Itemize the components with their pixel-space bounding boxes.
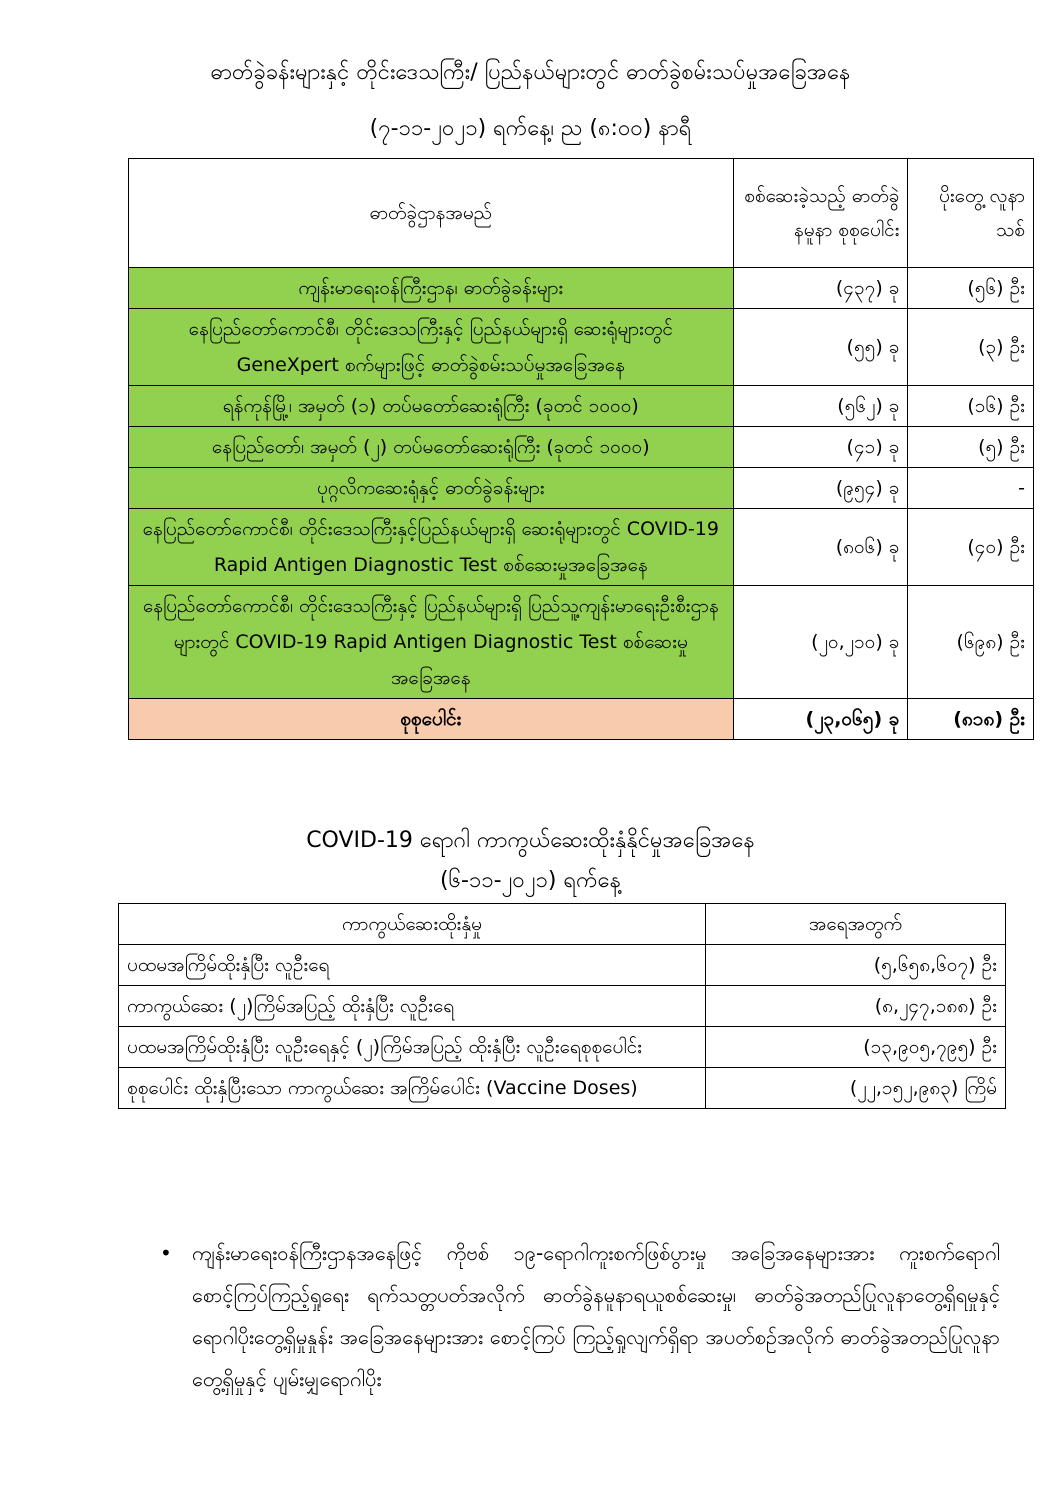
lab-name: နေပြည်တော်ကောင်စီ၊ တိုင်းဒေသကြီးနှင့် ပြည်နယ်များရှိ ပြည်သူ့ကျန်းမာရေးဦးစီးဌာနများတွင် COVID-19 Rapid Antigen Diagnostic Test စစ်ဆေးမှုအခြေအနေ: [129, 586, 734, 699]
table-row: [129, 586, 1034, 699]
bullet-icon: •: [160, 1241, 172, 1265]
table-row: [129, 509, 1034, 586]
note-text: ကျန်းမာရေးဝန်ကြီးဌာနအနေဖြင့် ကိုဗစ် ၁၉-ရောဂါကူးစက်ဖြစ်ပွားမှု အခြေအနေများအား ကူးစက်ရောဂါစောင့်ကြပ်ကြည့်ရှုရေး ရက်သတ္တပတ်အလိုက် ဓာတ်ခွဲနမူနာရယူစစ်ဆေးမှု၊ ဓာတ်ခွဲအတည်ပြုလူနာတွေ့ရှိရမှုနှင့် ရောဂါပိုးတွေ့ရှိမှုနှုန်း အခြေအနေများအား စောင့်ကြပ် ကြည့်ရှုလျက်ရှိရာ အပတ်စဉ်အလိုက် ဓာတ်ခွဲအတည်ပြုလူနာတွေ့ရှိမှုနှင့် ပျမ်းမျှရောဂါပိုး: [192, 1241, 1000, 1391]
table-header-row: [119, 904, 1006, 945]
positive-count: (၅၆) ဦး: [908, 268, 1034, 309]
tested-count: (၄၁) ခု: [733, 427, 908, 468]
tested-count: (၅၅) ခု: [733, 309, 908, 386]
table-row: [129, 468, 1034, 509]
vaccine-title: COVID-19 ရောဂါ ကာကွယ်ဆေးထိုးနှံနိုင်မှုအခြေအနေ: [306, 828, 755, 853]
tested-count: (၂၀,၂၁၀) ခု: [733, 586, 908, 699]
vaccine-label: စုစုပေါင်း ထိုးနှံပြီးသော ကာကွယ်ဆေး အကြိမ်ပေါင်း (Vaccine Doses): [119, 1068, 706, 1109]
vaccine-value: (၈,၂၄၇,၁၈၈) ဦး: [706, 986, 1006, 1027]
table-row: [129, 427, 1034, 468]
positive-count: (၄၀) ဦး: [908, 509, 1034, 586]
header-lab-name: ဓာတ်ခွဲဌာနအမည်: [129, 159, 734, 268]
header-vaccination: ကာကွယ်ဆေးထိုးနှံမှု: [119, 904, 706, 945]
table-row: [119, 1027, 1006, 1068]
table-row: [119, 945, 1006, 986]
vaccine-table: [118, 903, 1006, 1109]
lab-name: နေပြည်တော်၊ အမှတ် (၂) တပ်မတော်ဆေးရုံကြီး (ခုတင် ၁၀၀၀): [129, 427, 734, 468]
lab-name: နေပြည်တော်ကောင်စီ၊ တိုင်းဒေသကြီးနှင့် ပြည်နယ်များရှိ ဆေးရုံများတွင် GeneXpert စက်များဖြင့် ဓာတ်ခွဲစမ်းသပ်မှုအခြေအနေ: [129, 309, 734, 386]
vaccine-date: (၆-၁၁-၂၀၂၁) ရက်နေ့: [439, 868, 622, 893]
note-paragraph: [160, 1232, 1000, 1400]
vaccine-value: (၅,၆၅၈,၆၀၇) ဦး: [706, 945, 1006, 986]
page-title: ဓာတ်ခွဲခန်းများနှင့် တိုင်းဒေသကြီး/ ပြည်နယ်များတွင် ဓာတ်ခွဲစမ်းသပ်မှုအခြေအနေ: [210, 60, 851, 85]
table-row: [119, 1068, 1006, 1109]
lab-name: နေပြည်တော်ကောင်စီ၊ တိုင်းဒေသကြီးနှင့်ပြည်နယ်များရှိ ဆေးရုံများတွင် COVID-19 Rapid Antigen Diagnostic Test စစ်ဆေးမှုအခြေအနေ: [129, 509, 734, 586]
vaccine-value: (၁၃,၉၀၅,၇၉၅) ဦး: [706, 1027, 1006, 1068]
lab-name: ကျန်းမာရေးဝန်ကြီးဌာန၊ ဓာတ်ခွဲခန်းများ: [129, 268, 734, 309]
positive-count: (၃) ဦး: [908, 309, 1034, 386]
positive-count: -: [908, 468, 1034, 509]
tested-count: (၈၀၆) ခု: [733, 509, 908, 586]
total-label: စုစုပေါင်း: [129, 699, 734, 740]
positive-count: (၅) ဦး: [908, 427, 1034, 468]
header-count: အရေအတွက်: [706, 904, 1006, 945]
tested-count: (၉၅၄) ခု: [733, 468, 908, 509]
positive-count: (၁၆) ဦး: [908, 386, 1034, 427]
positive-count: (၆၉၈) ဦး: [908, 586, 1034, 699]
tested-count: (၅၆၂) ခု: [733, 386, 908, 427]
table-header-row: [129, 159, 1034, 268]
vaccine-label: ကာကွယ်ဆေး (၂)ကြိမ်အပြည့် ထိုးနှံပြီး လူဦးရေ: [119, 986, 706, 1027]
vaccine-value: (၂၂,၁၅၂,၉၈၃) ကြိမ်: [706, 1068, 1006, 1109]
table-row: [129, 386, 1034, 427]
vaccine-label: ပထမအကြိမ်ထိုးနှံပြီး လူဦးရေနှင့် (၂)ကြိမ်အပြည့် ထိုးနှံပြီး လူဦးရေစုစုပေါင်း: [119, 1027, 706, 1068]
vaccine-label: ပထမအကြိမ်ထိုးနှံပြီး လူဦးရေ: [119, 945, 706, 986]
table-row: [129, 268, 1034, 309]
lab-name: ပုဂ္ဂလိကဆေးရုံနှင့် ဓာတ်ခွဲခန်းများ: [129, 468, 734, 509]
table-row: [119, 986, 1006, 1027]
header-positive: ပိုးတွေ့ လူနာသစ်: [908, 159, 1034, 268]
total-tested: (၂၃,၀၆၅) ခု: [733, 699, 908, 740]
total-row: [129, 699, 1034, 740]
lab-name: ရန်ကုန်မြို့၊ အမှတ် (၁) တပ်မတော်ဆေးရုံကြီး (ခုတင် ၁၀၀၀): [129, 386, 734, 427]
header-tested: စစ်ဆေးခဲ့သည့် ဓာတ်ခွဲနမူနာ စုစုပေါင်း: [733, 159, 908, 268]
page-subtitle: (၇-၁၁-၂၀၂၁) ရက်နေ့၊ ည (၈:၀၀) နာရီ: [369, 116, 692, 141]
tested-count: (၄၃၇) ခု: [733, 268, 908, 309]
total-positive: (၈၁၈) ဦး: [908, 699, 1034, 740]
table-row: [129, 309, 1034, 386]
lab-testing-table: [128, 158, 1034, 740]
